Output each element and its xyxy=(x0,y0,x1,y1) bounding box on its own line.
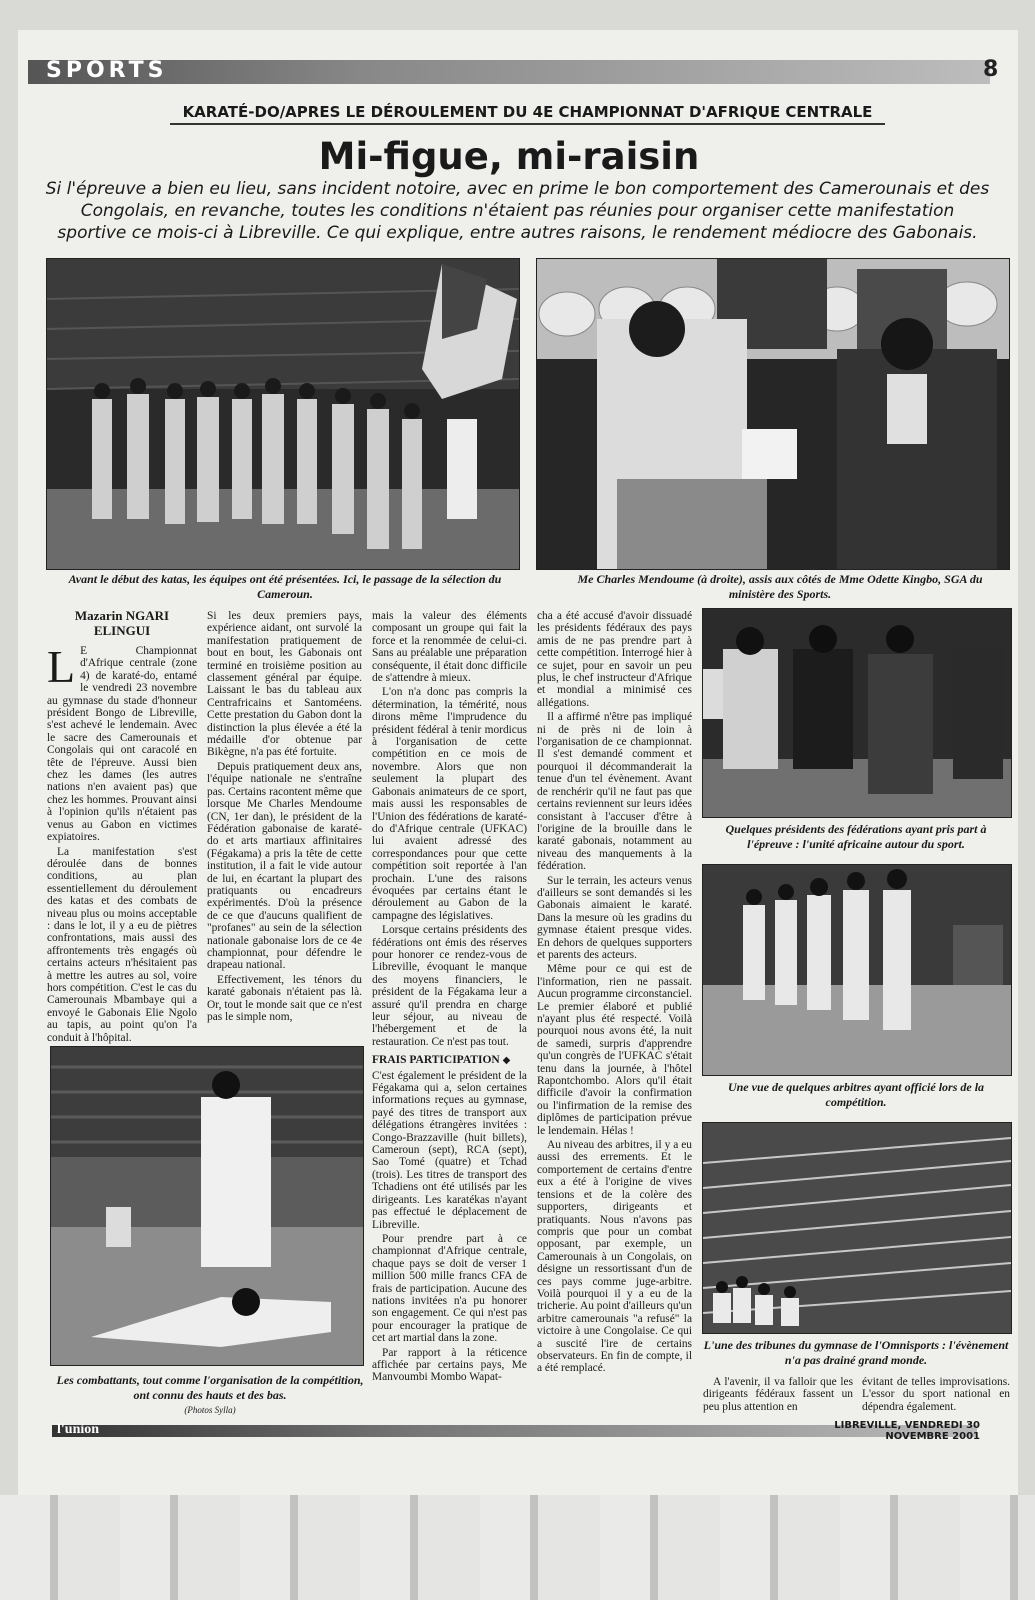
presidents-caption: Quelques présidents des fédérations ayant pris part à l'épreuve : l'unité africaine autour du sport. xyxy=(725,822,987,851)
article-column-3 xyxy=(372,610,527,1410)
page-number: 8 xyxy=(983,57,999,82)
paragraph-text: Effectivement, les ténors du karaté gabonais n'étaient pas là. Or, tout le monde sait que ce n'est pas le simple nom, xyxy=(207,973,362,1023)
paragraph-text: C'est également le président de la Fégakama qui a, selon certaines informations reçues au gymnase, payé des titres de transport aux délégations étrangères invitées : Congo-Brazzaville (huit billets), Cameroun (sept), RCA (sept), Sao Tomé (quatre) et Tchad (trois). Les titres de transport des Tchadiens ont été utilisés par les dirigeants. Les karatékas n'ayant pas effectué le déplacement de Libreville. xyxy=(372,1069,527,1231)
standfirst: Si l'épreuve a bien eu lieu, sans incident notoire, avec en prime le bon comportement des Camerounais et des Congolais, en revanche, toutes les conditions n'étaient pas réunies pour organiser cette manifestation sportive ce mois-ci à Libreville. Ce qui explique, entre autres raisons, le rendement médiocre des Gabonais. xyxy=(45,179,990,243)
stands-caption: L'une des tribunes du gymnase de l'Omnisports : l'évènement n'a pas drainé grand monde. xyxy=(703,1338,1009,1367)
drop-cap: L xyxy=(47,641,76,692)
presidents-photo xyxy=(702,608,1012,818)
fighters-photo xyxy=(50,1046,364,1366)
article-column-4 xyxy=(537,610,692,1410)
referees-caption: Une vue de quelques arbitres ayant officié lors de la compétition. xyxy=(727,1080,985,1109)
scan-background xyxy=(0,1495,1035,1600)
fighters-caption xyxy=(55,1373,365,1418)
subhead xyxy=(372,1054,527,1067)
paragraph-text: mais la valeur des éléments composant un groupe qui fait la force et la renommée de celui-ci. Sans au préalable une préparation conséquente, il était donc difficile de s'attendre à mieux. xyxy=(372,610,527,685)
officials-photo xyxy=(536,258,1010,570)
dateline: LIBREVILLE, VENDREDI 30 NOVEMBRE 2001 xyxy=(834,1420,980,1442)
kicker: KARATÉ-DO/APRES LE DÉROULEMENT DU 4E CHAMPIONNAT D'AFRIQUE CENTRALE xyxy=(170,103,885,125)
paragraph-text: E Championnat d'Afrique centrale (zone 4) de karaté-do, entamé le vendredi 23 novembre au gymnase du stade d'honneur président Bongo de Libreville, s'est achevé le lendemain. Avec le sacre des Camerounais et Congolais qui ont caracolé en tête de l'épreuve. Aussi bien chez les dames (les autres nations n'en avaient pas) que chez les hommes. Prouvant ainsi à l'opinion qu'ils n'étaient pas venus au Gabon en victimes expiatoires. xyxy=(47,645,197,844)
teams-caption: Avant le début des katas, les équipes ont été présentées. Ici, le passage de la sélection du Cameroun. xyxy=(68,572,502,601)
article-lead xyxy=(47,641,197,844)
stands-photo xyxy=(702,1122,1012,1334)
paragraph-text: Il a affirmé n'être pas impliqué ni de près ni de loin à l'organisation de ce championnat. Il s'est demandé comment et pourquoi il décommanderait la tenue d'un tel évènement. Avant de renchérir qu'il ne faut pas que certains reviennent sur leurs idées consistant à l'accuser d'être à l'origine de la brouille dans le karaté gabonais, notamment au niveau des manquements à la fédération. xyxy=(537,711,692,873)
paragraph-text: évitant de telles improvisations. L'essor du sport national en dépendra également. xyxy=(862,1376,1010,1413)
article-column-5 xyxy=(703,1376,853,1416)
paragraph-text: A l'avenir, il va falloir que les dirigeants fédéraux fassent un peu plus attention en xyxy=(703,1376,853,1413)
article-column-6 xyxy=(862,1376,1010,1416)
paragraph-text: Au niveau des arbitres, il y a eu aussi des errements. Et le comportement de certains d'entre eux a été à l'origine de vives tensions et de la colère des supporters, dirigeants et pratiquants. Nous n'avons pas compris que pour un combat opposant, par exemple, un Camerounais à un Congolais, on désigne un ressortissant d'un de ces pays comme juge-arbitre. Voilà pourquoi il y a eu de la tricherie. Au point d'ailleurs qu'un arbitre camerounais "a refusé" la victoire à une Congolaise. Ce qui a suscité l'ire de certains observateurs. En fin de compte, il a été remplacé. xyxy=(537,1139,692,1375)
referees-photo xyxy=(702,864,1012,1076)
paragraph-text: Si les deux premiers pays, expérience aidant, ont survolé la manifestation pratiquement de bout en bout, les Gabonais ont terminé en troisième position au classement général par équipe. Laissant le bas du tableau aux Centrafricains et Santoméens. Cette prestation du Gabon dont la distinction la plus élevée a été la médaille d'or obtenue par Bikègne, n'a pas été fortuite. xyxy=(207,610,362,759)
teams-photo xyxy=(46,258,520,570)
paragraph-text: Par rapport à la réticence affichée par certains pays, Me Manvoumbi Mombo Wapat- xyxy=(372,1346,527,1384)
article-column-1 xyxy=(47,641,197,1044)
byline: Mazarin NGARI ELINGUI xyxy=(74,608,170,638)
paragraph-text: Pour prendre part à ce championnat d'Afrique centrale, chaque pays se doit de verser 1 million 500 mille francs CFA de frais de participation. Aucune des nations invitées n'a pu honorer son engagement. Ce qui n'est pas pour encourager la pratique de cet art martial dans la zone. xyxy=(372,1232,527,1345)
photo-credit: (Photos Sylla) xyxy=(184,1405,236,1415)
headline: Mi-figue, mi-raisin xyxy=(318,135,700,178)
paragraph-text: Depuis pratiquement deux ans, l'équipe nationale ne s'entraîne pas. Certains racontent même que lorsque Me Charles Mendoume (CN, 1er dan), le président de la Fédération gabonaise de karaté-do et arts martiaux affinitaires (Fégakama) a pris la tête de cette institution, il a fait le vide autour de lui, en écartant la plupart des pratiquants ou encadreurs expérimentés. D'où la présence de ce que d'aucuns qualifient de "profanes" au sein de la sélection nationale gabonaise lors de ce 4e championnat, pour défendre le drapeau national. xyxy=(207,760,362,972)
fighters-caption-text: Les combattants, tout comme l'organisation de la compétition, ont connu des hauts et des bas. xyxy=(56,1373,364,1402)
article-column-2 xyxy=(207,610,362,1040)
diamond-icon: ◆ xyxy=(502,1055,511,1067)
paragraph-text: La manifestation s'est déroulée dans de bonnes conditions, au plan essentiellement du déroulement des katas et des combats de niveau plus ou moins acceptable : dans le lot, il y a eu de piètres confrontations, mais aussi des affrontements très engagés où certains acteurs n'hésitaient pas à mettre les autres au sol, voire hors compétition. C'est le cas du Camerounais Mbambaye qui a envoyé le Gabonais Elie Ngolo au tapis, au point qu'on l'a conduit à l'hôpital. xyxy=(47,845,197,1044)
masthead: l'union xyxy=(57,1422,100,1437)
paragraph-text: Sur le terrain, les acteurs venus d'ailleurs se sont demandés si les Gabonais aimaient le karaté. Dans la mesure où les gradins du gymnase étaient presque vides. En dehors de quelques supporters et parents des acteurs. xyxy=(537,874,692,961)
section-bar xyxy=(28,60,990,84)
subhead-text: FRAIS PARTICIPATION xyxy=(372,1054,500,1067)
paragraph-text: Lorsque certains présidents des fédérations ont émis des réserves pour honorer ce rendez-vous de Libreville, évoquant le manque des moyens financiers, le président de la Fégakama leur a assuré qu'il prendra en charge leur séjour, au niveau de l'hébergement et de la restauration. Ce n'est pas tout. xyxy=(372,924,527,1048)
paragraph-text: Même pour ce qui est de l'information, rien ne passait. Aucun programme circonstanciel. Le premier élaboré et publié n'ayant plus été respecté. Voilà pourquoi nous avons été, la nuit de samedi, surpris d'apprendre qu'un congrès de l'UFKAC s'était tenu dans la journée, à l'hôtel Rapontchombo. Alors qu'il était difficile d'avoir la confirmation ou l'infirmation de la remise des diplômes de participation prévue le lendemain. Hélas ! xyxy=(537,963,692,1137)
paragraph-text: cha a été accusé d'avoir dissuadé les présidents fédéraux des pays amis de ne pas prendre part à cette compétition. Interrogé hier à ce sujet, pour en savoir un peu plus, le chef instructeur d'Afrique et mondial a minimisé ces allégations. xyxy=(537,610,692,709)
officials-caption: Me Charles Mendoume (à droite), assis aux côtés de Mme Odette Kingbo, SGA du ministère des Sports. xyxy=(577,572,983,601)
section-name: SPORTS xyxy=(46,58,168,83)
paragraph-text: L'on n'a donc pas compris la détermination, la témérité, nous dirons même l'imprudence du président fédéral à tenir mordicus à l'organisation de cette compétition en ce mois de novembre. Alors que non seulement la plupart des Gabonais animateurs de ce sport, mais aussi les responsables de l'Union des fédérations de karaté-do d'Afrique centrale (UFKAC) lui avaient adressé des correspondances pour que cette compétition soit reportée à l'an prochain. L'une des raisons évoquées par certains étant le déroulement au Gabon de la campagne des législatives. xyxy=(372,686,527,922)
